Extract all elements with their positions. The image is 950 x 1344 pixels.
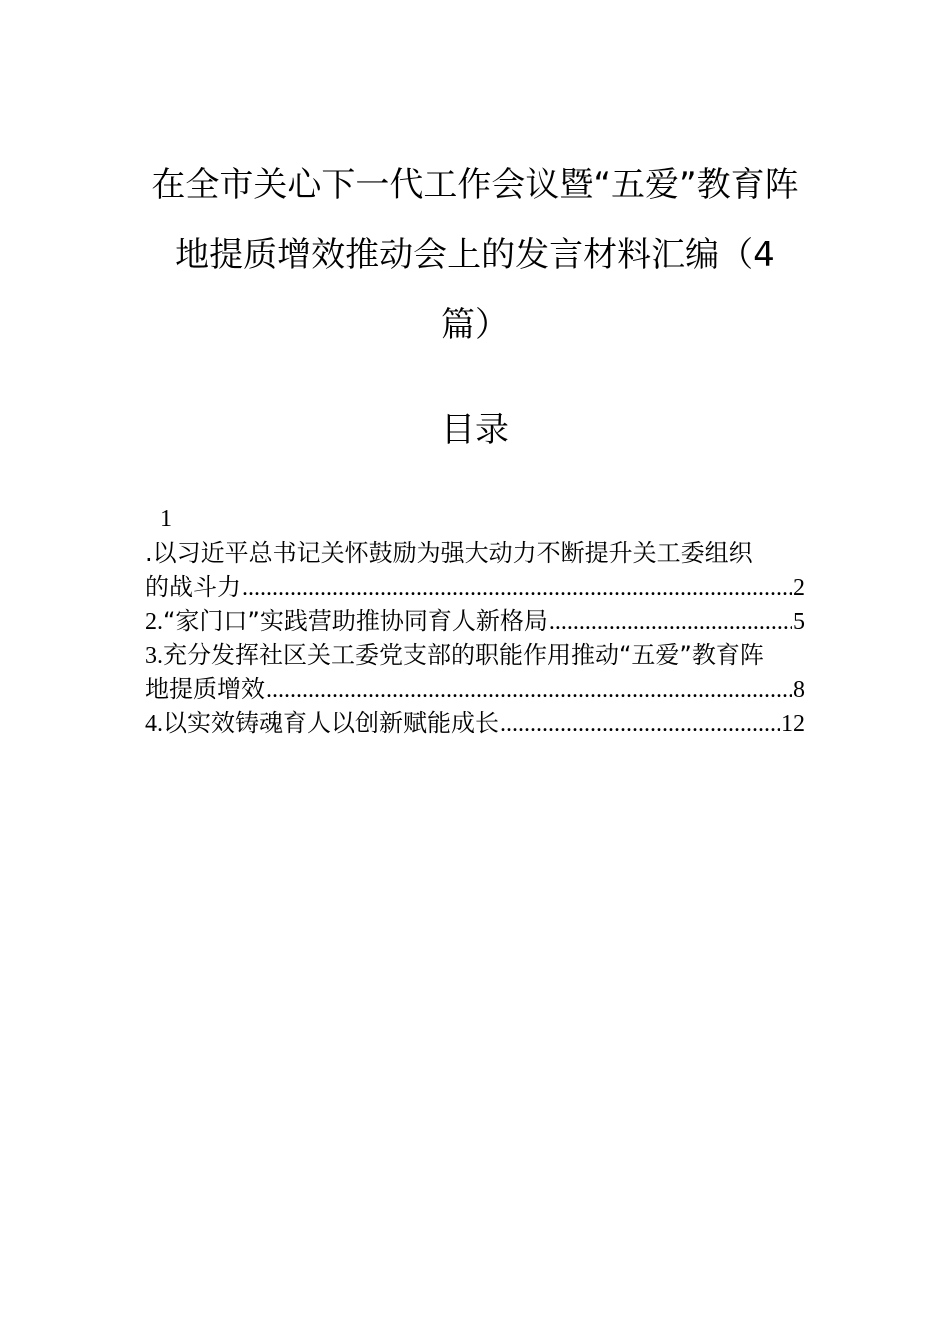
toc-entry-4[interactable] (145, 706, 805, 740)
toc-entry-3-number: 3. (145, 643, 163, 669)
toc-entry-4-number: 4. (145, 711, 163, 737)
document-title (140, 150, 810, 360)
toc-entry-2-page: 5 (793, 609, 805, 635)
toc-entry-1-page: 2 (793, 575, 805, 601)
toc-entry-1-number-line (145, 502, 805, 536)
toc-entry-1-title: .以习近平总书记关怀鼓励为强大动力不断提升关工委组织 (145, 539, 753, 567)
toc-entry-1-title-cont: 的战斗力 (145, 573, 241, 601)
title-line-3: 篇） (441, 305, 509, 345)
title-line-1: 在全市关心下一代工作会议暨“五爱”教育阵 (151, 165, 799, 205)
toc-entry-3-title-cont: 地提质增效 (145, 675, 265, 703)
title-line-2: 地提质增效推动会上的发言材料汇编（4 (175, 235, 775, 275)
toc-entry-4-page: 12 (781, 711, 805, 737)
toc-entry-3-page: 8 (793, 677, 805, 703)
toc-entry-2-title: “家门口”实践营助推协同育人新格局 (163, 607, 548, 635)
toc-entry-1-line1[interactable] (145, 536, 805, 570)
toc-entry-2-number: 2. (145, 609, 163, 635)
toc-heading: 目录 (441, 410, 509, 450)
dot-leader (549, 605, 792, 639)
toc-entry-4-title: 以实效铸魂育人以创新赋能成长 (163, 709, 499, 737)
dot-leader (266, 673, 792, 707)
table-of-contents (145, 502, 805, 740)
toc-entry-1-number: 1 (160, 506, 172, 532)
toc-entry-3-line1[interactable] (145, 638, 805, 672)
toc-entry-3-line2[interactable] (145, 672, 805, 706)
toc-entry-2[interactable] (145, 604, 805, 638)
toc-entry-3-title: 充分发挥社区关工委党支部的职能作用推动“五爱”教育阵 (163, 641, 764, 669)
toc-entry-1-line2[interactable] (145, 570, 805, 604)
dot-leader (500, 707, 780, 741)
dot-leader (242, 571, 792, 605)
